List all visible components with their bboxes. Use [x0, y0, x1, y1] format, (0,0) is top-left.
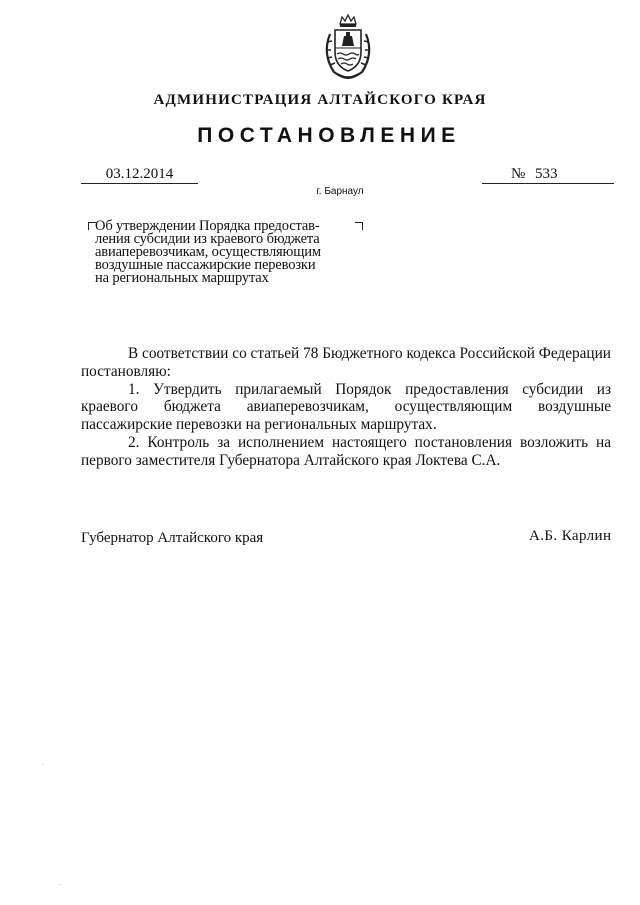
subject-line: на региональных маршрутах [95, 270, 269, 286]
document-date [81, 167, 198, 184]
document-type: ПОСТАНОВЛЕНИЕ [197, 124, 461, 147]
organization-name: АДМИНИСТРАЦИЯ АЛТАЙСКОГО КРАЯ [153, 92, 487, 108]
subject-line: воздушные пассажирские перевозки [95, 257, 316, 273]
body-item-2: 2. Контроль за исполнением настоящего постановления возложить на первого заместителя Губернатора Алтайского края Локтева С.А. [81, 433, 611, 469]
document-body [81, 345, 611, 470]
subject-bracket-right [355, 222, 363, 230]
document-date-value: 03.12.2014 [105, 166, 174, 182]
document-number [482, 167, 614, 184]
subject-line: ления субсидии из краевого бюджета [95, 231, 320, 247]
coat-of-arms-icon [318, 14, 378, 80]
body-preamble: В соответствии со статьей 78 Бюджетного кодекса Российской Федерации постановляю: [81, 345, 611, 380]
subject-line: Об утверждении Порядка предостав- [95, 218, 320, 234]
scan-speck [60, 884, 61, 885]
signatory-name: А.Б. Карлин [529, 528, 612, 544]
scan-speck [42, 764, 43, 765]
city-name: г. Барнаул [316, 186, 364, 197]
body-item-1: 1. Утвердить прилагаемый Порядок предоставления субсидии из краевого бюджета авиаперевозчикам, осуществляющим воздушные пассажирские перевозки на региональных маршрутах. [81, 380, 611, 434]
document-subject [95, 220, 353, 285]
signatory-position: Губернатор Алтайского края [81, 530, 264, 546]
subject-line: авиаперевозчикам, осуществляющим [95, 244, 321, 260]
number-sign: № [511, 166, 526, 182]
document-number-value: 533 [535, 166, 558, 182]
